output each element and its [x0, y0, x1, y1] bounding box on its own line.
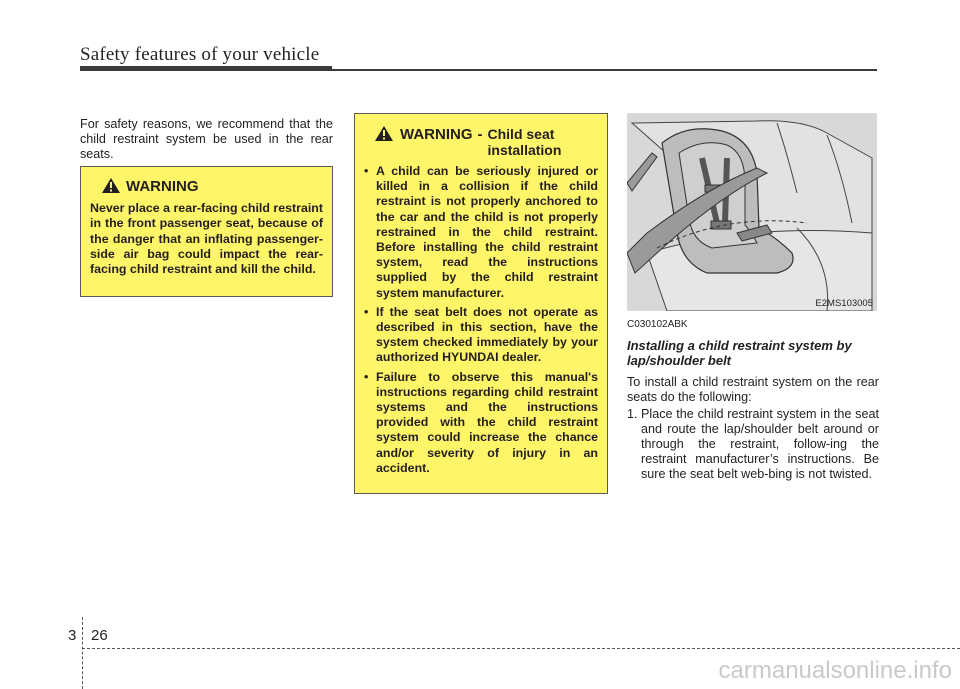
step-number: 1.: [627, 407, 638, 421]
warning-install-dash: -: [477, 126, 483, 143]
intro-paragraph: For safety reasons, we recommend that the child restraint system be used in the rear seats.: [80, 117, 333, 161]
warning-install-item: • Failure to observe this manual's instructions regarding child restraint systems and the instructions provided with the child restraint system could increase the chance and/or severity of injury in an accident.: [364, 370, 598, 476]
warning-heading: [101, 177, 323, 195]
page-number: 26: [91, 627, 108, 644]
warning-install-list: [364, 164, 598, 476]
warning-install-heading-text: WARNING: [400, 126, 473, 143]
warning-heading-text: WARNING: [126, 178, 199, 195]
warning-body: Never place a rear-facing child restraint in the front passenger seat, because of the danger that an inflating passenger-side air bag could impact the rear-facing child restraint and kill the child.: [90, 201, 323, 277]
warning-install-heading: [374, 125, 598, 158]
figure-code: E2MS103005: [815, 298, 873, 309]
warning-install-item: • A child can be seriously injured or killed in a collision if the child restraint is not properly anchored to the car and the child is not properly restrained in the child restraint. Before installing the child restraint system, read the instructions supplied by the child restraint system manufacturer.: [364, 164, 598, 301]
warning-install-subheading: Child seat installation: [487, 126, 562, 158]
section-title: Installing a child restraint system by lap/shoulder belt: [627, 338, 852, 368]
installation-section: [627, 319, 879, 482]
footer-rule-horizontal: [82, 648, 960, 649]
warning-triangle-icon: [374, 125, 394, 142]
section-ref-code: C030102ABK: [627, 319, 688, 330]
step-item: [627, 407, 879, 482]
header-rule-thin: [332, 69, 877, 71]
page-header-title: Safety features of your vehicle: [80, 44, 320, 65]
header-rule-thick: [80, 66, 332, 71]
footer-rule-vertical: [82, 617, 84, 689]
warning-triangle-icon: [101, 177, 121, 194]
warning-box-installation: [354, 113, 608, 494]
page-chapter-number: 3: [68, 627, 77, 644]
step-text: Place the child restraint system in the seat and route the lap/shoulder belt around or through the restraint, follow-ing the restraint manufacturer’s instructions. Be sure the seat belt web-bing is not twisted.: [641, 407, 879, 481]
warning-box-front-seat: [80, 166, 333, 297]
section-intro: To install a child restraint system on the rear seats do the following:: [627, 375, 879, 404]
child-seat-drawing: [627, 113, 877, 311]
warning-install-item: • If the seat belt does not operate as described in this section, have the system checked immediately by your authorized HYUNDAI dealer.: [364, 305, 598, 366]
child-seat-illustration: [627, 113, 877, 311]
watermark: carmanualsonline.info: [718, 657, 952, 684]
